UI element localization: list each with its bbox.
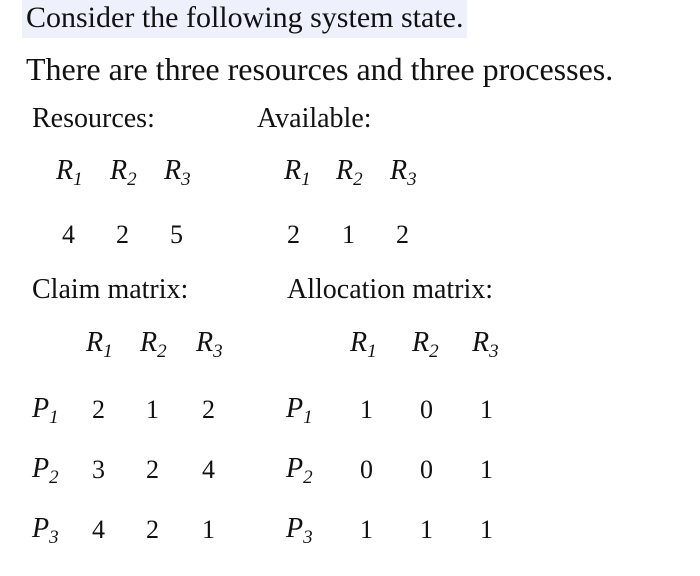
claim-row-label-p1: $P_1$ xyxy=(32,393,59,428)
available-value-r1: 2 xyxy=(287,220,300,249)
claim-cell: 2 xyxy=(146,455,159,484)
resources-value-r3: 5 xyxy=(170,220,183,249)
resources-value-r1: 4 xyxy=(62,220,75,249)
claim-cell: 2 xyxy=(92,395,105,424)
claim-matrix-heading: Claim matrix: xyxy=(32,274,189,305)
allocation-header-r3: $R_3$ xyxy=(472,327,499,362)
resources-value-r2: 2 xyxy=(116,220,129,249)
claim-header-r3: $R_3$ xyxy=(196,327,223,362)
allocation-header-r2: $R_2$ xyxy=(412,327,439,362)
claim-header-r1: $R_1$ xyxy=(86,327,113,362)
available-header-r1: $R_1$ xyxy=(284,155,311,190)
allocation-cell: 1 xyxy=(360,395,373,424)
resources-header-r3: $R_3$ xyxy=(164,155,191,190)
allocation-cell: 0 xyxy=(360,455,373,484)
resources-header-r1: $R_1$ xyxy=(56,155,83,190)
claim-cell: 4 xyxy=(202,455,215,484)
available-header-r3: $R_3$ xyxy=(390,155,417,190)
question-title: Consider the following system state. xyxy=(22,0,467,38)
available-header-r2: $R_2$ xyxy=(336,155,363,190)
available-value-r3: 2 xyxy=(396,220,409,249)
claim-cell: 4 xyxy=(92,515,105,544)
claim-cell: 1 xyxy=(146,395,159,424)
resources-heading: Resources: xyxy=(32,103,155,134)
resources-header-r2: $R_2$ xyxy=(110,155,137,190)
claim-cell: 2 xyxy=(202,395,215,424)
allocation-cell: 1 xyxy=(480,515,493,544)
claim-row-label-p3: $P_3$ xyxy=(32,513,59,548)
allocation-cell: 1 xyxy=(360,515,373,544)
allocation-row-label-p1: $P_1$ xyxy=(286,393,313,428)
allocation-header-r1: $R_1$ xyxy=(350,327,377,362)
allocation-matrix-heading: Allocation matrix: xyxy=(287,274,494,305)
claim-header-r2: $R_2$ xyxy=(140,327,167,362)
claim-cell: 3 xyxy=(92,455,105,484)
allocation-row-label-p2: $P_2$ xyxy=(286,453,313,488)
allocation-cell: 0 xyxy=(420,395,433,424)
available-value-r2: 1 xyxy=(342,220,355,249)
claim-cell: 2 xyxy=(146,515,159,544)
allocation-cell: 1 xyxy=(420,515,433,544)
allocation-row-label-p3: $P_3$ xyxy=(286,513,313,548)
allocation-cell: 1 xyxy=(480,395,493,424)
claim-cell: 1 xyxy=(202,515,215,544)
claim-row-label-p2: $P_2$ xyxy=(32,453,59,488)
available-heading: Available: xyxy=(257,103,372,134)
allocation-cell: 0 xyxy=(420,455,433,484)
allocation-cell: 1 xyxy=(480,455,493,484)
question-intro: There are three resources and three processes. xyxy=(26,51,614,87)
